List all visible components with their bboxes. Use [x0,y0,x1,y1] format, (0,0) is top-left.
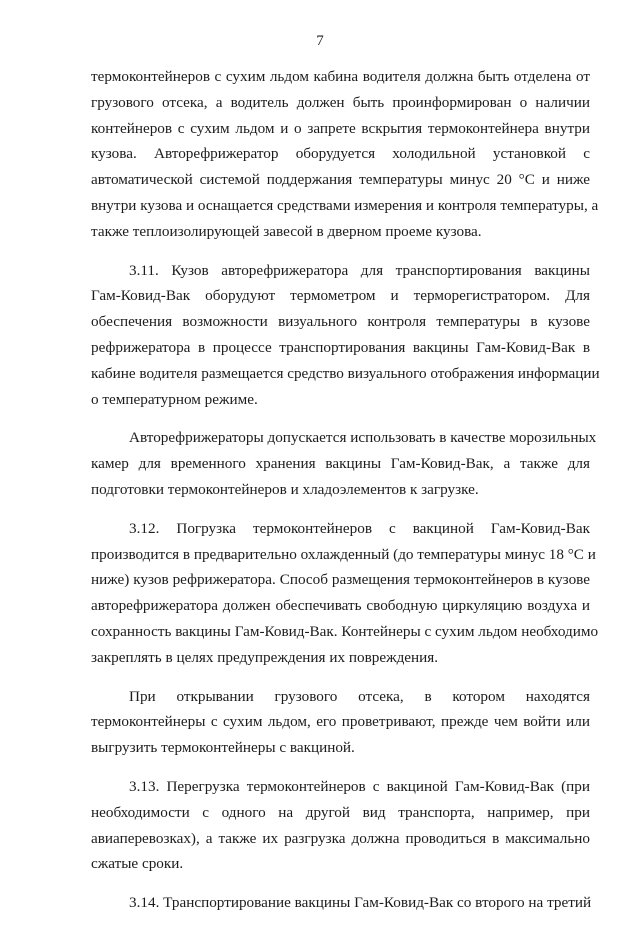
text-line: Авторефрижераторы допускается использовать в качестве морозильных [129,429,597,447]
text-line: термоконтейнеры с сухим льдом, его проветривают, прежде чем войти или [91,713,590,731]
text-line: сохранность вакцины Гам-Ковид-Вак. Контейнеры с сухим льдом необходимо [91,622,599,640]
text-line: автоматической системой поддержания температуры минус 20 °С и ниже [91,171,590,189]
text-line: 3.12. Погрузка термоконтейнеров с вакциной Гам-Ковид-Вак [129,519,590,537]
text-line: сжатые сроки. [91,855,184,873]
text-line: о температурном режиме. [91,390,258,408]
text-line: выгрузить термоконтейнеры с вакциной. [91,739,355,757]
text-line: ниже) кузов рефрижератора. Способ размещения термоконтейнеров в кузове [91,571,590,589]
text-line: обеспечения возможности визуального контроля температуры в кузове [91,313,590,331]
text-line: 3.14. Транспортирование вакцины Гам-Ковид-Вак со второго на третий [129,894,592,912]
paragraph-ventilation [91,684,590,761]
text-line: закреплять в целях предупреждения их повреждения. [91,648,439,666]
text-line: контейнеров с сухим льдом и о запрете вскрытия термоконтейнера внутри [91,119,590,137]
text-line: авторефрижератора должен обеспечивать свободную циркуляцию воздуха и [91,597,590,615]
text-line: авиаперевозках), а также их разгрузка должна проводиться в максимально [91,829,590,847]
text-line: также теплоизолирующей завесой в дверном проеме кузова. [91,222,482,240]
text-line: рефрижератора в процессе транспортирования вакцины Гам-Ковид-Вак в [91,338,590,356]
text-line: кузова. Авторефрижератор оборудуется холодильной установкой с [91,145,590,163]
text-line: производится в предварительно охлажденный (до температуры минус 18 °С и [91,545,596,563]
paragraph-3-14 [91,890,590,916]
paragraph-3-12 [91,516,599,671]
text-line: При открывании грузового отсека, в котором находятся [129,687,590,705]
text-line: необходимости с одного на другой вид транспорта, например, при [91,803,590,821]
paragraph-3-13 [91,774,590,877]
text-line: Гам-Ковид-Вак оборудуют термометром и терморегистратором. Для [91,287,590,305]
text-line: 3.13. Перегрузка термоконтейнеров с вакциной Гам-Ковид-Вак (при [129,777,590,795]
text-line: камер для временного хранения вакцины Гам-Ковид-Вак, а также для [91,455,590,473]
text-line: кабине водителя размещается средство визуального отображения информации [91,364,600,382]
page-number: 7 [316,33,324,49]
paragraph-3-11 [91,258,600,413]
text-line: термоконтейнеров с сухим льдом кабина водителя должна быть отделена от [91,68,590,85]
text-line: грузового отсека, а водитель должен быть проинформирован о наличии [91,93,590,111]
text-line: внутри кузова и оснащается средствами измерения и контроля температуры, а [91,196,599,214]
text-line: подготовки термоконтейнеров и хладоэлементов к загрузке. [91,480,479,498]
paragraph-continued [91,64,599,245]
document-body [91,64,600,929]
text-line: 3.11. Кузов авторефрижератора для транспортирования вакцины [129,261,590,279]
paragraph-refrigerators-usage [91,425,597,502]
